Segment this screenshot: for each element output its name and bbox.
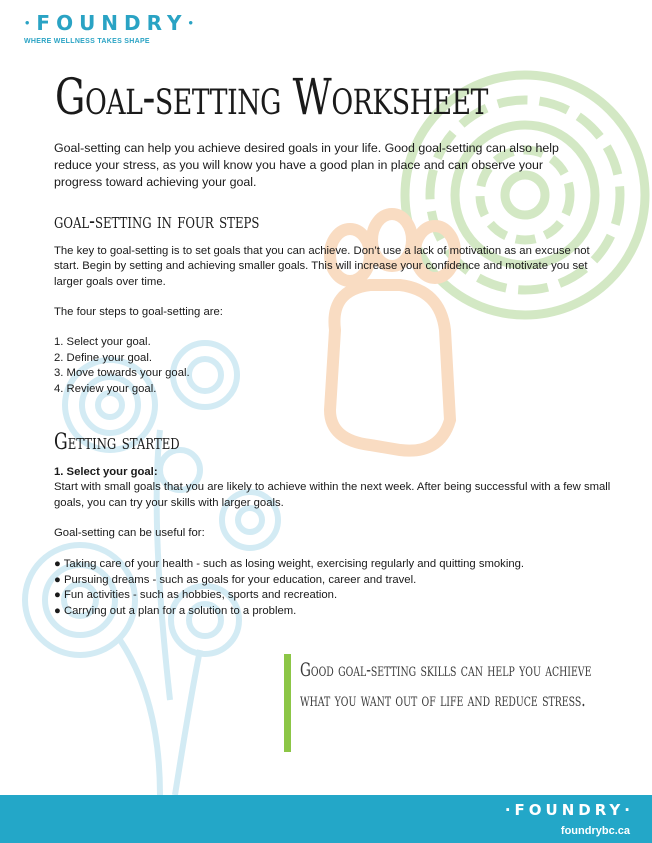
list-item: 4. Review your goal.: [54, 382, 157, 395]
list-item: ● Carrying out a plan for a solution to a problem.: [54, 604, 297, 617]
steps-list: [54, 335, 190, 397]
useful-bullet-list: [54, 557, 524, 619]
brand-tagline: WHERE WELLNESS TAKES SHAPE: [24, 37, 150, 45]
list-item: ● Fun activities - such as hobbies, sports and recreation.: [54, 589, 338, 601]
dot-icon: •: [187, 18, 200, 30]
footer-brand-name: FOUNDRY: [514, 801, 625, 819]
brand-name: FOUNDRY: [36, 11, 188, 35]
four-steps-paragraph: The key to goal-setting is to set goals that you can achieve. Don’t use a lack of motivation as an excuse not start. Begin by setting and achieving smaller goals. This will increase your confidence and motivate you set larger goals over time.: [54, 245, 590, 288]
dot-icon: ·: [624, 801, 634, 819]
useful-intro: Goal-setting can be useful for:: [54, 527, 205, 539]
pull-quote: Good goal-setting skills can help you achieve what you want out of life and reduce stress.: [300, 659, 592, 711]
list-item: 1. Select your goal.: [54, 336, 151, 348]
footer-brand[interactable]: [505, 801, 634, 819]
select-goal-paragraph: Start with small goals that you are likely to achieve within the next week. After being successful with a few small goals, you can try your skills with larger goals.: [54, 481, 611, 509]
list-item: ● Taking care of your health - such as losing weight, exercising regularly and quitting smoking.: [54, 558, 525, 570]
list-item: 2. Define your goal.: [54, 351, 152, 364]
quote-accent-bar: [284, 654, 291, 752]
intro-paragraph: Goal-setting can help you achieve desired goals in your life. Good goal-setting can also help reduce your stress, as you will know you have a good plan in place and can observe your progress toward achieving your goal.: [54, 141, 559, 189]
section-heading-four-steps: goal-setting in four steps: [54, 209, 260, 234]
list-item: ● Pursuing dreams - such as goals for your education, career and travel.: [54, 573, 417, 586]
footer-bar: [0, 795, 652, 843]
list-item: 3. Move towards your goal.: [54, 367, 190, 379]
brand-wordmark: [24, 12, 200, 36]
dot-icon: •: [24, 18, 37, 30]
select-goal-block: [54, 465, 614, 511]
section-heading-getting-started: Getting started: [54, 430, 180, 455]
steps-intro: The four steps to goal-setting are:: [54, 306, 223, 318]
footer-url-link[interactable]: foundrybc.ca: [560, 825, 630, 837]
page-title: Goal-setting Worksheet: [55, 68, 489, 126]
header-logo[interactable]: [24, 12, 200, 45]
select-goal-subheading: 1. Select your goal:: [54, 466, 158, 478]
dot-icon: ·: [504, 801, 515, 819]
